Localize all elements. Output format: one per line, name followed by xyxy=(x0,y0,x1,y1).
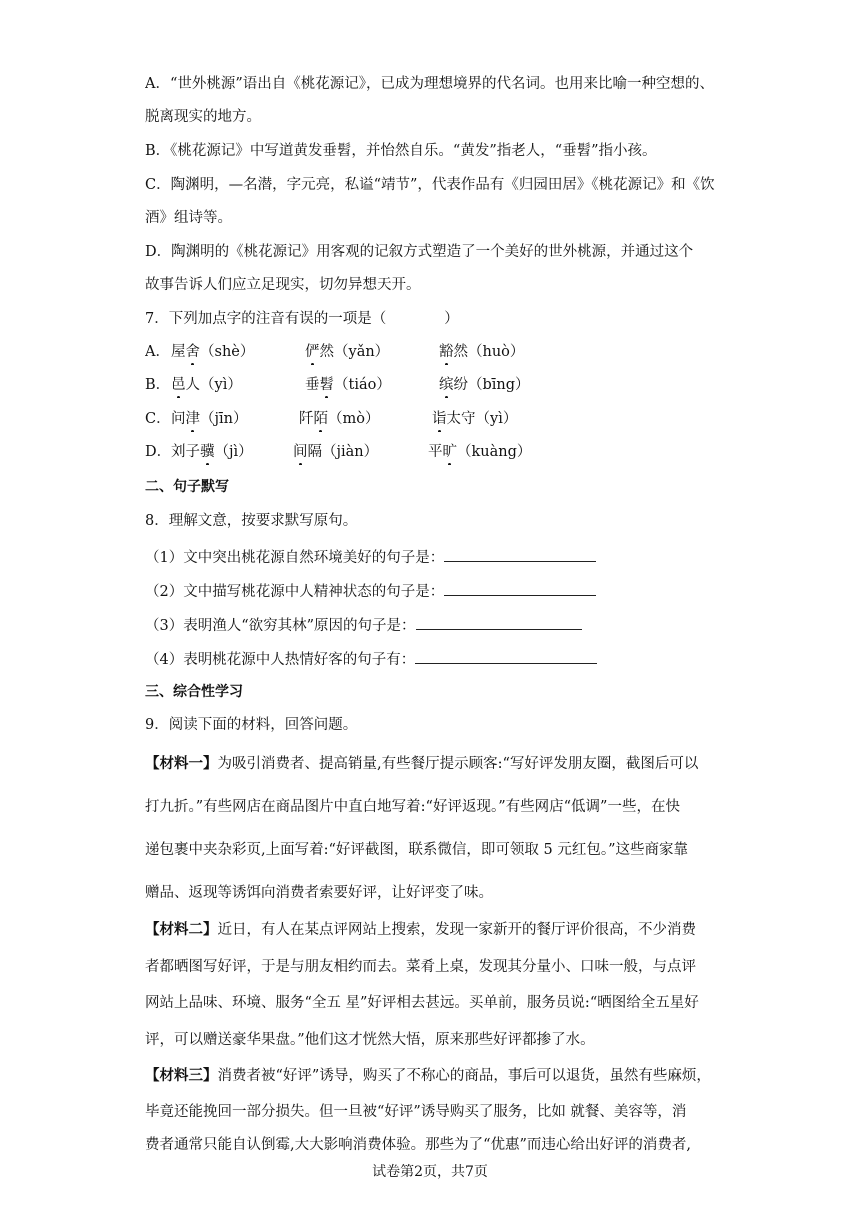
q7-item: 邑人（yì） xyxy=(171,377,242,393)
q6-option-a-line2: 脱离现实的地方。 xyxy=(145,109,261,125)
q6-option-c-line2: 酒》组诗等。 xyxy=(145,210,232,226)
q7-item: 阡陌（mò） xyxy=(299,411,380,427)
answer-blank[interactable] xyxy=(444,547,596,562)
material-2-line4: 评，可以赠送豪华果盘。”他们这才恍然大悟，原来那些好评都掺了水。 xyxy=(145,1032,595,1048)
q8-item-2: （2）文中描写桃花源中人精神状态的句子是： xyxy=(145,581,725,601)
material-1-line4: 赠品、返现等诱饵向消费者索要好评，让好评变了味。 xyxy=(145,885,493,901)
q6-option-a-line1: A．“世外桃源”语出自《桃花源记》，已成为理想境界的代名词。也用来比喻一种空想的、 xyxy=(145,76,715,92)
material-1-tag: 【材料一】 xyxy=(145,756,218,772)
q8-item-1: （1）文中突出桃花源自然环境美好的句子是： xyxy=(145,547,725,567)
q7-row-a xyxy=(145,343,725,365)
material-3-tag: 【材料三】 xyxy=(145,1068,218,1084)
material-2-line3: 网站上品味、环境、服务“全五 星”好评相去甚远。买单前，服务员说:“晒图给全五星好 xyxy=(145,995,699,1011)
q7-item: 间隔（jiàn） xyxy=(293,444,379,460)
q7-item: 问津（jīn） xyxy=(171,411,248,427)
q7-row-label: A． xyxy=(145,344,170,360)
q7-item: 豁然（huò） xyxy=(439,344,525,360)
material-3-line1: 【材料三】消费者被“好评”诱导，购买了不称心的商品，事后可以退货，虽然有些麻烦， xyxy=(145,1068,711,1084)
q7-item: 俨然（yǎn） xyxy=(305,344,390,360)
q8-stem: 8．理解文意，按要求默写原句。 xyxy=(145,513,358,529)
q8-item-4: （4）表明桃花源中人热情好客的句子有： xyxy=(145,649,725,669)
section-heading-comprehensive: 三、综合性学习 xyxy=(145,684,243,700)
q7-item: 屋舍（shè） xyxy=(171,344,255,360)
page-footer: 试卷第2页，共7页 xyxy=(372,1164,488,1180)
section-heading-dictation: 二、句子默写 xyxy=(145,479,229,495)
q7-item: 平旷（kuàng） xyxy=(428,444,532,460)
q9-stem: 9．阅读下面的材料，回答问题。 xyxy=(145,717,358,733)
q7-item: 垂髫（tiáo） xyxy=(305,377,391,393)
q7-row-label: D． xyxy=(145,444,172,460)
material-3-line3: 费者通常只能自认倒霉,大大影响消费体验。那些为了“优惠”而违心给出好评的消费者, xyxy=(145,1137,692,1153)
material-2-line1: 【材料二】近日，有人在某点评网站上搜索，发现一家新开的餐厅评价很高，不少消费 xyxy=(145,922,696,938)
q8-item-3: （3）表明渔人“欲穷其林”原因的句子是： xyxy=(145,615,725,635)
q7-stem: 7．下列加点字的注音有误的一项是（ ） xyxy=(145,311,459,327)
q7-item: 刘子骥（jì） xyxy=(171,444,253,460)
answer-blank[interactable] xyxy=(415,649,597,664)
q6-option-d-line2: 故事告诉人们应立足现实，切勿异想天开。 xyxy=(145,277,421,293)
q6-option-b: B．《桃花源记》中写道黄发垂髫，并怡然自乐。“黄发”指老人，“垂髫”指小孩。 xyxy=(145,143,657,159)
q7-item: 缤纷（bīng） xyxy=(439,377,530,393)
material-2-tag: 【材料二】 xyxy=(145,922,218,938)
material-1-line2: 打九折。”有些网店在商品图片中直白地写着:“好评返现。”有些网店“低调”一些，在快 xyxy=(145,799,680,815)
q7-row-b xyxy=(145,376,725,398)
q7-row-label: B． xyxy=(145,377,171,393)
material-2-line2: 者都晒图写好评，于是与朋友相约而去。菜肴上桌，发现其分量小、口味一般，与点评 xyxy=(145,959,696,975)
answer-blank[interactable] xyxy=(416,615,582,630)
material-1-line1: 【材料一】为吸引消费者、提高销量,有些餐厅提示顾客:“写好评发朋友圈，截图后可以 xyxy=(145,756,699,772)
material-1-line3: 递包裹中夹杂彩页,上面写着:“好评截图，联系微信，即可领取 5 元红包。”这些商家靠 xyxy=(145,842,689,858)
q7-row-label: C． xyxy=(145,411,171,427)
q6-option-d-line1: D．陶渊明的《桃花源记》用客观的记叙方式塑造了一个美好的世外桃源，并通过这个 xyxy=(145,244,694,260)
q7-row-c xyxy=(145,410,725,432)
q7-item: 诣太守（yì） xyxy=(432,411,518,427)
material-3-line2: 毕竟还能挽回一部分损失。但一旦被“好评”诱导购买了服务，比如 就餐、美容等，消 xyxy=(145,1104,687,1120)
q6-option-c-line1: C．陶渊明，—名潜，字元亮，私谥“靖节”，代表作品有《归园田居》《桃花源记》和《饮 xyxy=(145,177,715,193)
q7-row-d xyxy=(145,443,725,465)
answer-blank[interactable] xyxy=(444,581,596,596)
